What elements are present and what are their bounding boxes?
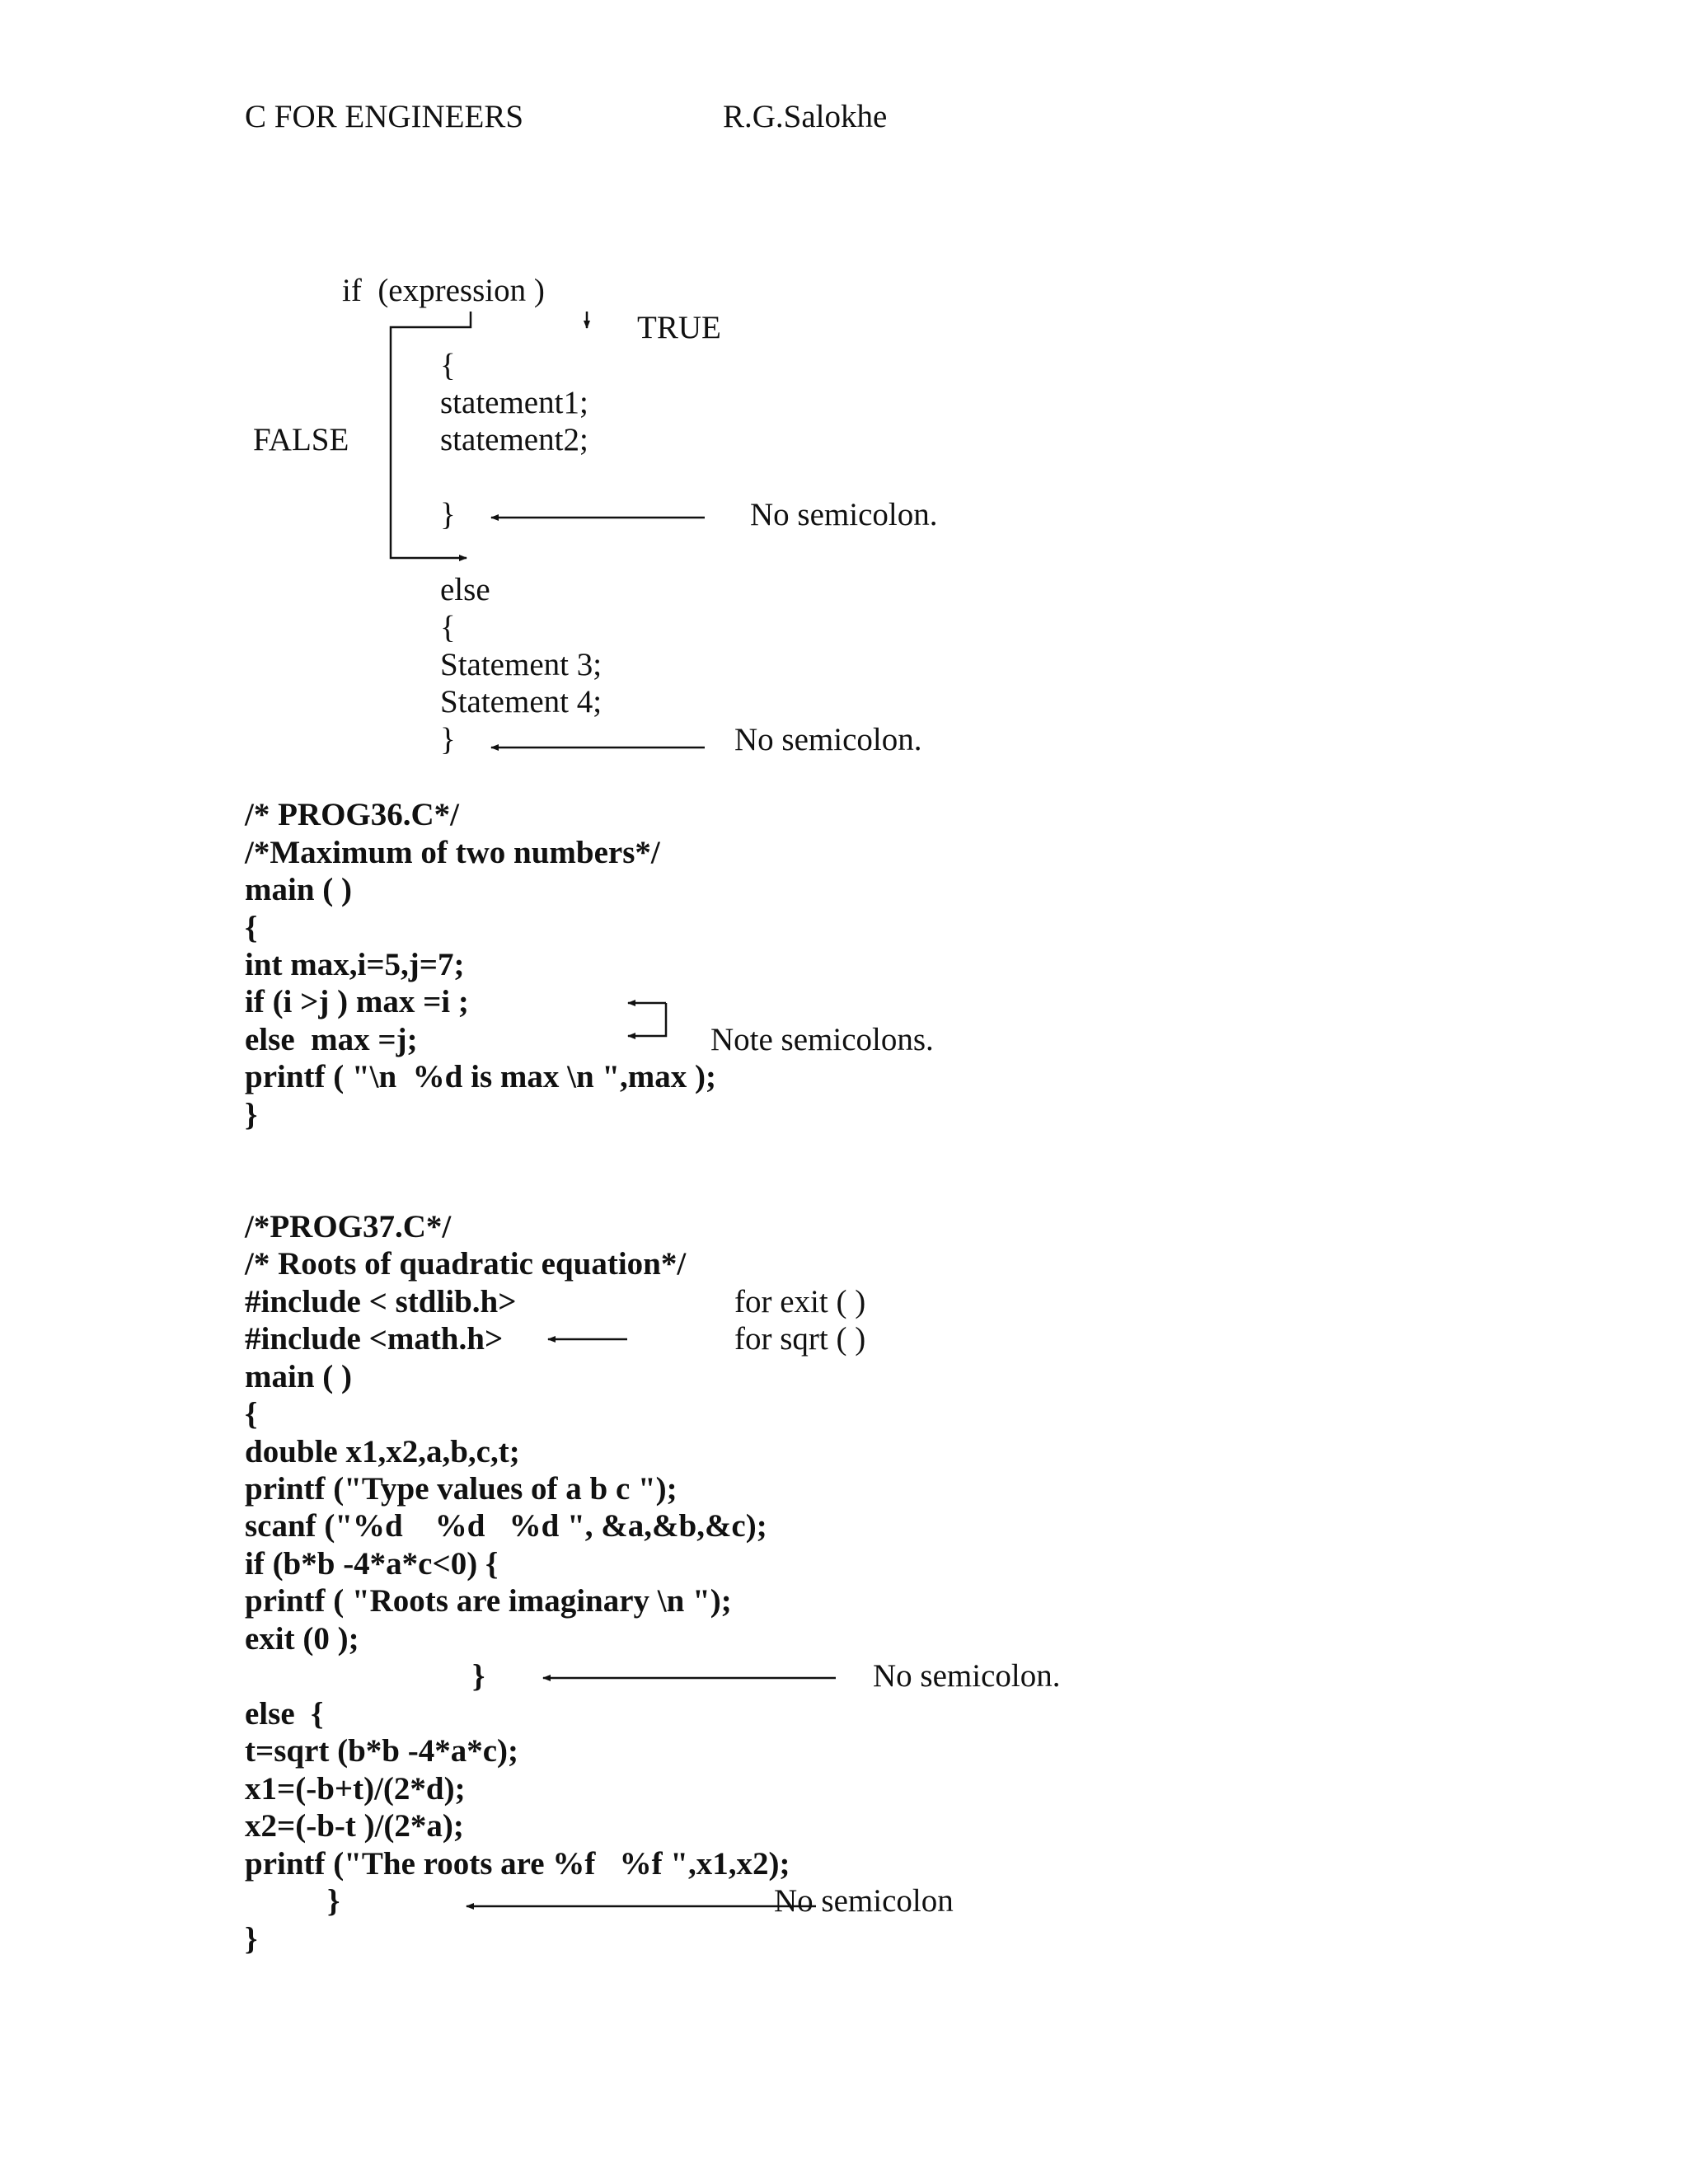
prog37-code-line: else {: [245, 1696, 324, 1732]
prog37-code-line: main ( ): [245, 1359, 352, 1394]
diagram-statement4: Statement 4;: [440, 684, 603, 719]
prog36-code-line: /* PROG36.C*/: [245, 797, 459, 832]
prog36-code-line: else max =j;: [245, 1022, 418, 1057]
false-label: FALSE: [253, 422, 349, 457]
running-title: C FOR ENGINEERS: [245, 99, 524, 134]
diagram-else-close-brace: }: [440, 722, 456, 757]
prog37-code-line: double x1,x2,a,b,c,t;: [245, 1434, 520, 1469]
diagram-else-open-brace: {: [440, 610, 456, 645]
if-expression-line: if (expression ): [342, 273, 545, 308]
note-no-semicolon-2: No semicolon.: [734, 722, 922, 757]
note-no-semicolon-3: No semicolon.: [873, 1658, 1061, 1694]
diagram-else: else: [440, 572, 490, 607]
prog37-code-line: /*PROG37.C*/: [245, 1209, 452, 1244]
note-no-semicolon-4: No semicolon: [774, 1883, 954, 1919]
false-branch-line: [391, 312, 471, 558]
prog37-code-line: x1=(-b+t)/(2*d);: [245, 1771, 466, 1807]
author-name: R.G.Salokhe: [723, 99, 888, 134]
prog36-code-line: }: [245, 1097, 258, 1132]
prog36-code-line: {: [245, 910, 258, 945]
diagram-open-brace: {: [440, 348, 456, 383]
true-label: TRUE: [637, 310, 721, 345]
prog36-code-line: if (i >j ) max =i ;: [245, 984, 469, 1019]
prog37-code-line: printf ("Type values of a b c ");: [245, 1471, 678, 1507]
prog37-code-line: #include <math.h>: [245, 1321, 504, 1357]
prog36-code-line: int max,i=5,j=7;: [245, 947, 465, 982]
prog37-code-line: t=sqrt (b*b -4*a*c);: [245, 1733, 519, 1769]
note-semicolons: Note semicolons.: [710, 1022, 934, 1057]
prog37-code-line: /* Roots of quadratic equation*/: [245, 1246, 687, 1282]
prog37-code-line: scanf ("%d %d %d ", &a,&b,&c);: [245, 1508, 767, 1544]
note-no-semicolon-1: No semicolon.: [750, 497, 938, 532]
prog37-code-line: if (b*b -4*a*c<0) {: [245, 1546, 499, 1582]
prog37-code-line: exit (0 );: [245, 1621, 359, 1657]
prog36-code-line: main ( ): [245, 872, 352, 907]
semicolons-bracket: [628, 1003, 666, 1036]
prog37-code-line: }: [327, 1883, 340, 1919]
note-for-exit: for exit ( ): [734, 1284, 866, 1319]
prog36-code-line: /*Maximum of two numbers*/: [245, 835, 660, 870]
prog37-code-line: {: [245, 1396, 258, 1432]
prog37-code-line: x2=(-b-t )/(2*a);: [245, 1808, 464, 1844]
diagram-close-brace: }: [440, 497, 456, 532]
diagram-statement2: statement2;: [440, 422, 588, 457]
prog37-code-line: printf ( "Roots are imaginary \n ");: [245, 1583, 732, 1619]
prog37-code-line: }: [245, 1921, 258, 1957]
prog36-code-line: printf ( "\n %d is max \n ",max );: [245, 1059, 716, 1094]
prog37-code-line: printf ("The roots are %f %f ",x1,x2);: [245, 1846, 790, 1882]
diagram-statement1: statement1;: [440, 385, 588, 420]
prog37-code-line: #include < stdlib.h>: [245, 1284, 517, 1319]
note-for-sqrt: for sqrt ( ): [734, 1321, 866, 1357]
prog37-code-line: }: [472, 1658, 485, 1694]
diagram-statement3: Statement 3;: [440, 647, 603, 682]
